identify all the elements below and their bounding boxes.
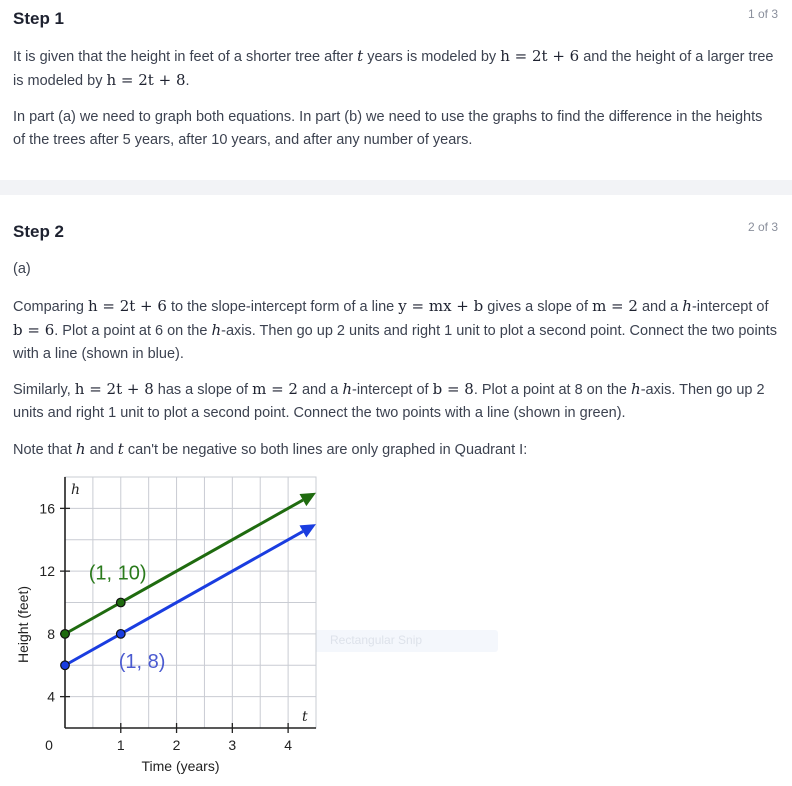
step-1-card (0, 0, 792, 180)
x-tick-label: 1 (116, 737, 125, 753)
step-1-counter: 1 of 3 (747, 7, 778, 21)
step-1-paragraph-2: In part (a) we need to graph both equations. In part (b) we need to use the graphs to find the difference in the heights of the trees after 5 years, after 10 years, and after any number of years. (13, 109, 763, 148)
x-axis-variable: t (302, 709, 308, 725)
y-tick-label: 16 (39, 500, 55, 517)
step-2-title: Step 2 (13, 222, 65, 241)
x-tick-label: 2 (172, 737, 181, 753)
point-label: (1, 8) (118, 650, 166, 673)
x-tick-label: 3 (228, 737, 237, 753)
data-point (116, 598, 125, 607)
x-axis-title: Time (years) (141, 758, 220, 774)
y-axis-title: Height (feet) (15, 585, 31, 664)
step-1-title: Step 1 (13, 9, 65, 28)
x-tick-label: 4 (284, 737, 293, 753)
y-axis-variable: h (71, 482, 81, 498)
data-point (116, 630, 125, 639)
data-point (61, 630, 70, 639)
data-point (61, 661, 70, 670)
y-tick-label: 12 (39, 563, 55, 580)
y-tick-label: 8 (47, 625, 55, 642)
origin-label: 0 (45, 737, 53, 753)
step-2-paragraph-2: Similarly, h = 2t + 8 has a slope of m = 2 and a h-intercept of b = 8. Plot a point at 8 on the h-axis. Then go up 2 units and right 1 unit to plot a second point. Connect the two points with a line (shown in green). (13, 380, 765, 421)
y-tick-label: 4 (47, 688, 55, 705)
step-2-paragraph-1: Comparing h = 2t + 6 to the slope-intercept form of a line y = mx + b gives a slope of m = 2 and a h-intercept of b = 6. Plot a point at 6 on the h-axis. Then go up 2 units and right 1 unit to plot a second point. Connect the two points with a line (shown in blue). (13, 297, 778, 362)
equation-short-tree: h = 2t + 6 (500, 47, 580, 65)
step-2-counter: 2 of 3 (747, 220, 778, 234)
step-2-paragraph-3: Note that h and t can't be negative so both lines are only graphed in Quadrant I: (13, 440, 528, 458)
step-divider (0, 180, 792, 195)
equation-tall-tree: h = 2t + 8 (106, 71, 186, 89)
point-label: (1, 10) (88, 562, 147, 585)
height-vs-time-graph (0, 470, 340, 780)
part-a-label: (a) (13, 261, 31, 277)
step-1-paragraph-1: It is given that the height in feet of a shorter tree after t years is modeled by h = 2t + 6 and the height of a larger tree is modeled by h = 2t + 8. (13, 47, 774, 89)
snip-overlay: Rectangular Snip (298, 630, 498, 652)
